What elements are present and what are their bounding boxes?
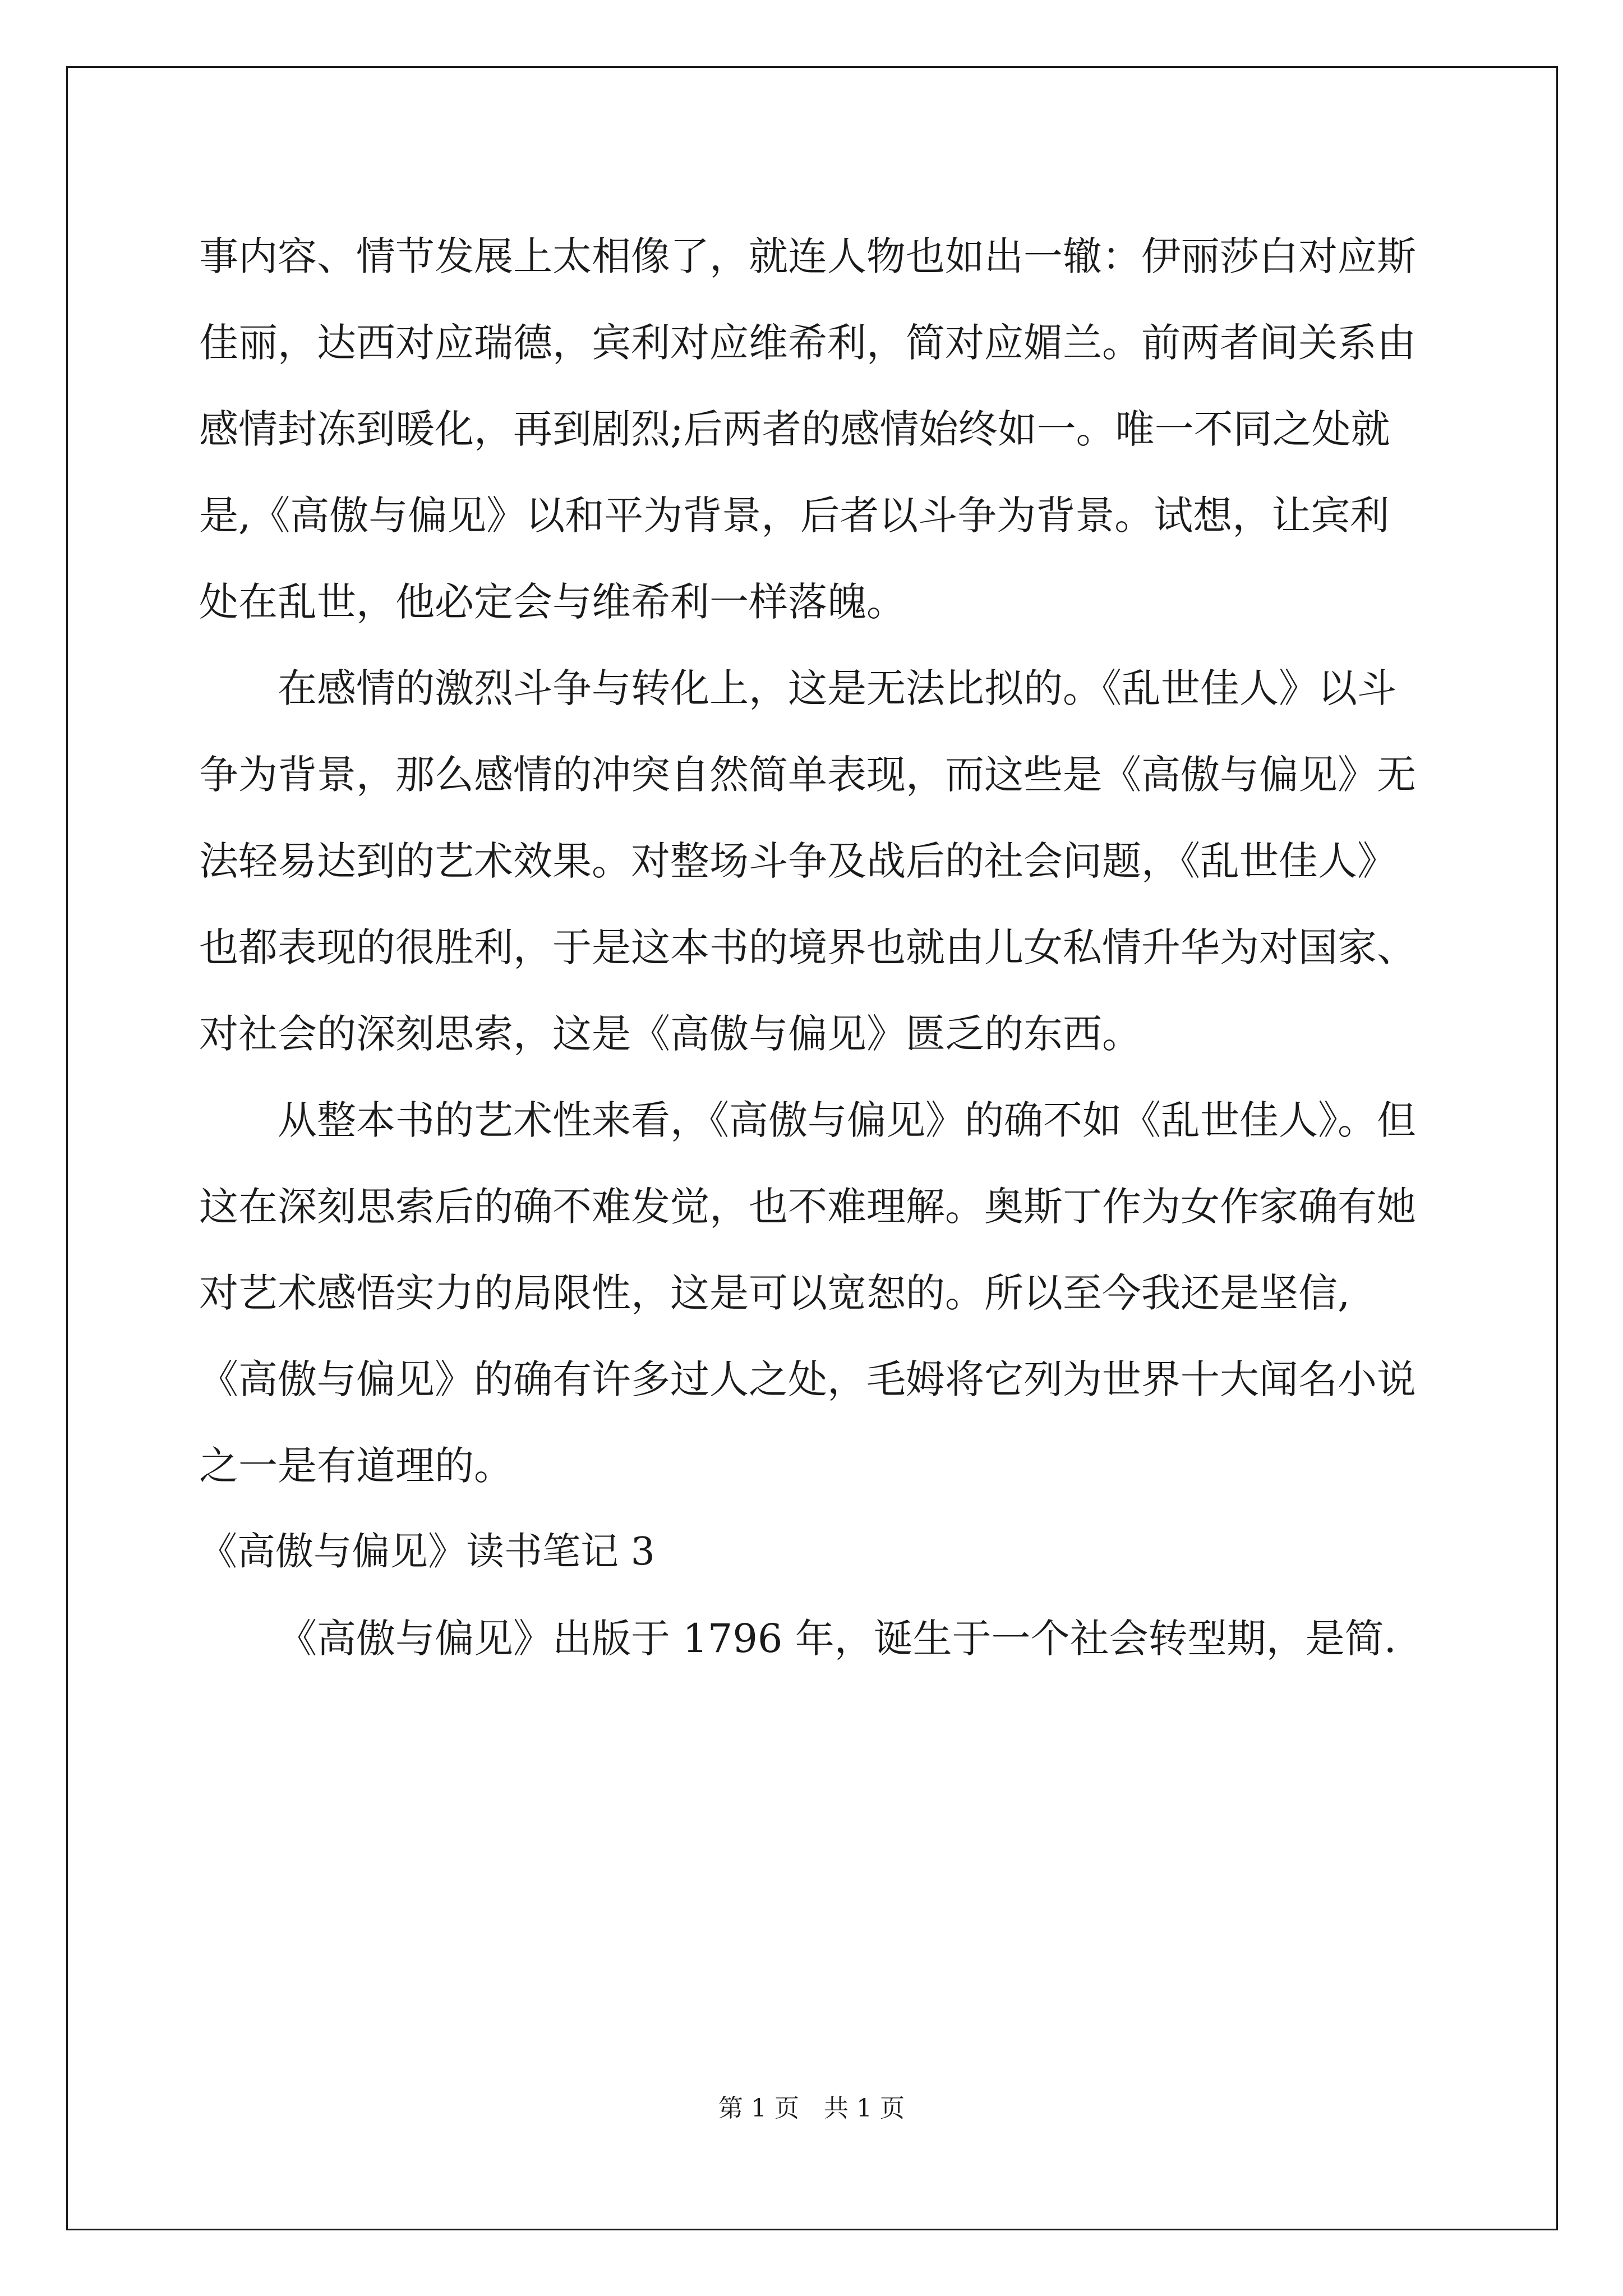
paragraph-1: 事内容、情节发展上太相像了，就连人物也如出一辙：伊丽莎白对应斯佳丽，达西对应瑞德，宾利对应维希利，简对应媚兰。前两者间关系由感情封冻到暖化，再到剧烈;后两者的感情始终如一。唯一不同之处就是,《高傲与偏见》以和平为背景，后者以斗争为背景。试想，让宾利处在乱世，他必定会与维希利一样落魄。 xyxy=(199,233,1416,625)
document-body xyxy=(199,213,1422,1682)
paragraph-2: 在感情的激烈斗争与转化上，这是无法比拟的。《乱世佳人》以斗争为背景，那么感情的冲突自然简单表现，而这些是《高傲与偏见》无法轻易达到的艺术效果。对整场斗争及战后的社会问题，《乱世佳人》也都表现的很胜利，于是这本书的境界也就由儿女私情升华为对国家、对社会的深刻思索，这是《高傲与偏见》匮乏的东西。 xyxy=(199,665,1416,1057)
paragraph-3: 从整本书的艺术性来看，《高傲与偏见》的确不如《乱世佳人》。但这在深刻思索后的确不难发觉，也不难理解。奥斯丁作为女作家确有她对艺术感悟实力的局限性，这是可以宽恕的。所以至今我还是坚信,《高傲与偏见》的确有许多过人之处，毛姆将它列为世界十大闻名小说之一是有道理的。 xyxy=(199,1097,1416,1489)
section-heading: 《高傲与偏见》读书笔记 3 xyxy=(199,1530,655,1574)
page-footer: 第 1 页 共 1 页 xyxy=(718,2094,905,2123)
paragraph-4: 《高傲与偏见》出版于 1796 年，诞生于一个社会转型期，是简. xyxy=(278,1616,1396,1662)
